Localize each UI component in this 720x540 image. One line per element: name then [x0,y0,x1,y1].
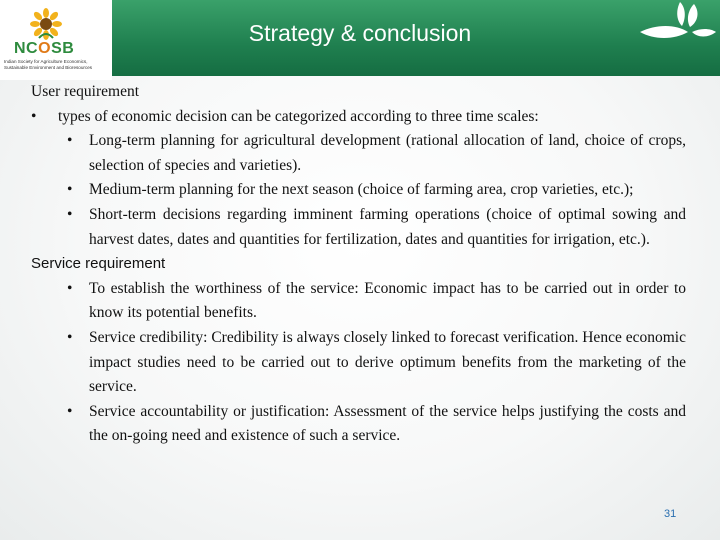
slide-body [31,80,686,449]
slide-title: Strategy & conclusion [248,20,472,46]
list-item: • Service accountability or justification: Assessment of the service helps justifying the costs and the on-going need and existence of such a service. [31,400,686,449]
list-item: • Short-term decisions regarding imminent farming operations (choice of optimal sowing and harvest dates, dates and quantities for fertilization, dates and quantities for irrigation, etc.). [31,203,686,252]
slide-number: 31 [664,508,677,520]
logo-subtitle: Indian Society for Agriculture Economics, Sustainable Environment and Bioresources [4,59,93,70]
header-bar [0,0,720,76]
list-item: • types of economic decision can be categorized according to three time scales: [31,105,686,130]
small-dot-bullet: • [67,328,73,346]
dot-bullet: • [31,107,37,125]
small-dot-bullet: • [67,181,73,199]
list-item: • To establish the worthiness of the service: Economic impact has to be carried out in order to know its potential benefits. [31,277,686,326]
small-dot-bullet: • [67,132,73,150]
list-item: • Service credibility: Credibility is always closely linked to forecast verification. Hence economic impact studies need to be carried out to derive optimum benefits from the marketing of the service. [31,326,686,400]
small-dot-bullet: • [67,205,73,223]
list-item: • Long-term planning for agricultural development (rational allocation of land, choice of crops, selection of species and varieties). [31,129,686,178]
user-requirement-heading: User requirement [31,83,140,100]
logo-name: NCOSB [14,40,75,57]
list-item: • Medium-term planning for the next season (choice of farming area, crop varieties, etc.); [31,178,686,203]
leaves-icon [636,0,716,48]
service-requirement-heading: Service requirement [31,255,166,273]
small-dot-bullet: • [67,279,73,297]
small-dot-bullet: • [67,402,73,420]
